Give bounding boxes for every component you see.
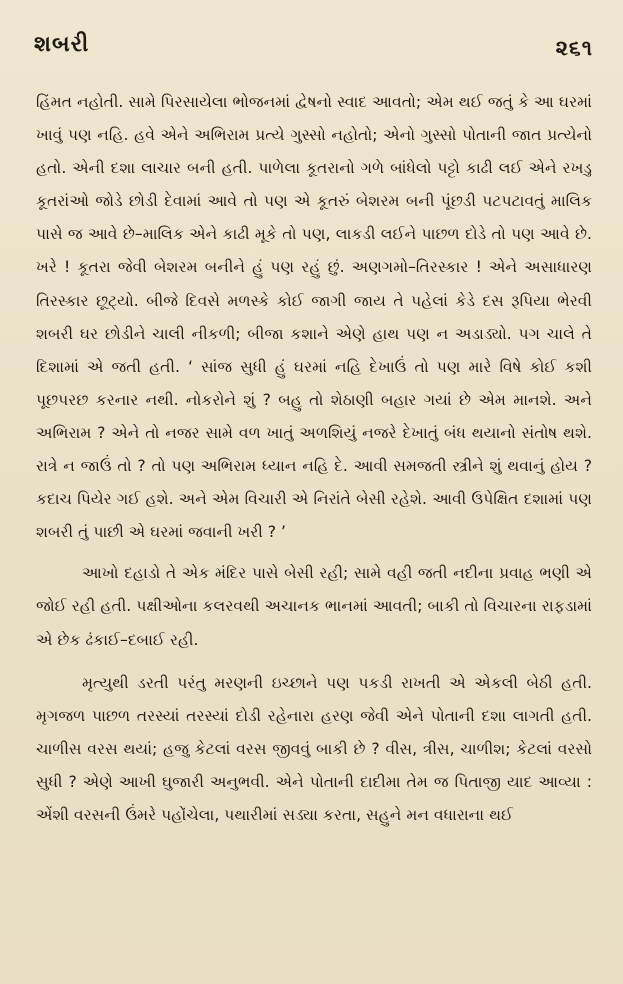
page-header bbox=[34, 32, 593, 72]
page-number: ૨૬૧ bbox=[555, 36, 593, 60]
paragraph: મૃત્યુથી ડરતી પરંતુ મરણની ઇચ્છાને પણ પકડી રાખતી એ એકલી બેઠી હતી. મૃગજળ પાછળ તરસ્યાં તરસ્યાં દોડી રહેનારા હરણ જેવી એને પોતાની દશા લાગતી હતી. ચાળીસ વરસ થયાં; હજુ કેટલાં વરસ જીવવું બાકી છે ? વીસ, ત્રીસ, ચાળીશ; કેટલાં વરસો સુધી ? એણે આખી ઘુજારી અનુભવી. એને પોતાની દાદીમા તેમ જ પિતાજી યાદ આવ્યા : એંશી વરસની ઉંમરે પહોંચેલા, પથારીમાં સડ્યા કરતા, સહુને મન વધારાના થઈ bbox=[36, 673, 592, 824]
running-head: શબરી bbox=[34, 32, 90, 57]
body-text bbox=[36, 86, 592, 832]
paragraph: આખો દહાડો તે એક મંદિર પાસે બેસી રહી; સામે વહી જતી નદીના પ્રવાહ ભણી એ જોઈ રહી હતી. પક્ષીઓના કલરવથી અચાનક ભાનમાં આવતી; બાકી તો વિચારના રાફડામાં એ છેક ઢંકાઈ–દબાઈ રહી. bbox=[36, 564, 592, 649]
paragraph: હિંમત નહોતી. સામે પિરસાયેલા ભોજનમાં દ્વેષનો સ્વાદ આવતો; એમ થઈ જતું કે આ ઘરમાં ખાવું પણ નહિ. હવે એને અભિરામ પ્રત્યે ગુસ્સો નહોતો; એનો ગુસ્સો પોતાની જાત પ્રત્યેનો હતો. એની દશા લાચાર બની હતી. પાળેલા કૂતરાનો ગળે બાંધેલો પટ્ટો કાઢી લઈ એને રખડુ કૂતરાંઓ જોડે છોડી દેવામાં આવે તો પણ એ કૂતરું બેશરમ બની પૂંછડી પટપટાવતું માલિક પાસે જ આવે છે–માલિક એને કાઢી મૂકે તો પણ, લાકડી લઈને પાછળ દોડે તો પણ આવે છે. ખરે ! કૂતરા જેવી બેશરમ બનીને હું પણ રહું છું. અણગમો–તિરસ્કાર ! એને અસાધારણ તિરસ્કાર છૂટ્યો. બીજે દિવસે મળસ્કે કોઈ જાગી જાય તે પહેલાં કેડે દસ રૂપિયા ભેરવી શબરી ઘર છોડીને ચાલી નીકળી; બીજા કશાને એણે હાથ પણ ન અડાડ્યો. પગ ચાલે તે દિશામાં એ જતી હતી. ‘ સાંજ સુધી હું ઘરમાં નહિ દેખાઉં તો પણ મારે વિષે કોઈ કશી પૂછપરછ કરનાર નથી. નોકરોને શું ? બહુ તો શેઠાણી બહાર ગયાં છે એમ માનશે. અને અભિરામ ? એને તો નજર સામે વળ ખાતું અળશિયું નજરે દેખાતું બંધ થયાનો સંતોષ થશે. રાત્રે ન જાઉં તો ? તો પણ અભિરામ ધ્યાન નહિ દે. આવી સમજતી સ્ત્રીને શું થવાનું હોય ? કદાચ પિયેર ગઈ હશે. અને એમ વિચારી એ નિરાંતે બેસી રહેશે. આવી ઉપેક્ષિત દશામાં પણ શબરી તું પાછી એ ઘરમાં જવાની ખરી ? ’ bbox=[36, 93, 592, 542]
